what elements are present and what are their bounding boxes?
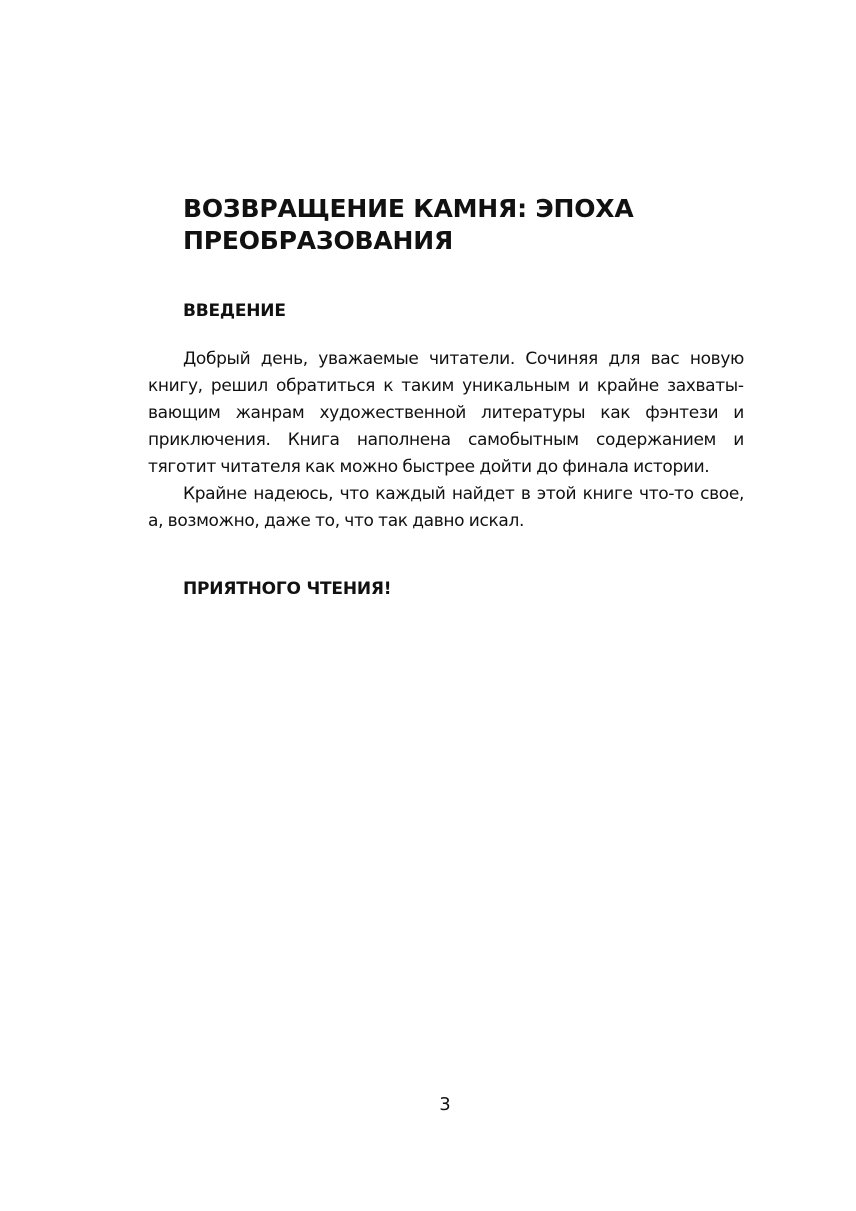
body-text [148, 346, 744, 535]
paragraph-1: Добрый день, уважаемые читатели. Сочиняя для вас новую книгу, решил обратиться к таким уникальным и крайне захватывающим жанрам художественной литературы как фэнтези и приключения. Книга наполнена самобытным содержанием и тяготит читателя как можно быстрее дойти до финала истории. [148, 349, 744, 477]
section-heading: ВВЕДЕНИЕ [183, 301, 286, 321]
paragraph-2: Крайне надеюсь, что каждый найдет в этой книге что-то свое, а, возможно, даже то, что так давно искал. [148, 484, 744, 531]
page-number: 3 [439, 1094, 451, 1115]
book-title-line-1: ВОЗВРАЩЕНИЕ КАМНЯ: ЭПОХА [183, 194, 634, 223]
book-title-line-2: ПРЕОБРАЗОВАНИЯ [183, 226, 454, 255]
book-title [183, 193, 723, 257]
closing-heading: ПРИЯТНОГО ЧТЕНИЯ! [183, 579, 392, 599]
